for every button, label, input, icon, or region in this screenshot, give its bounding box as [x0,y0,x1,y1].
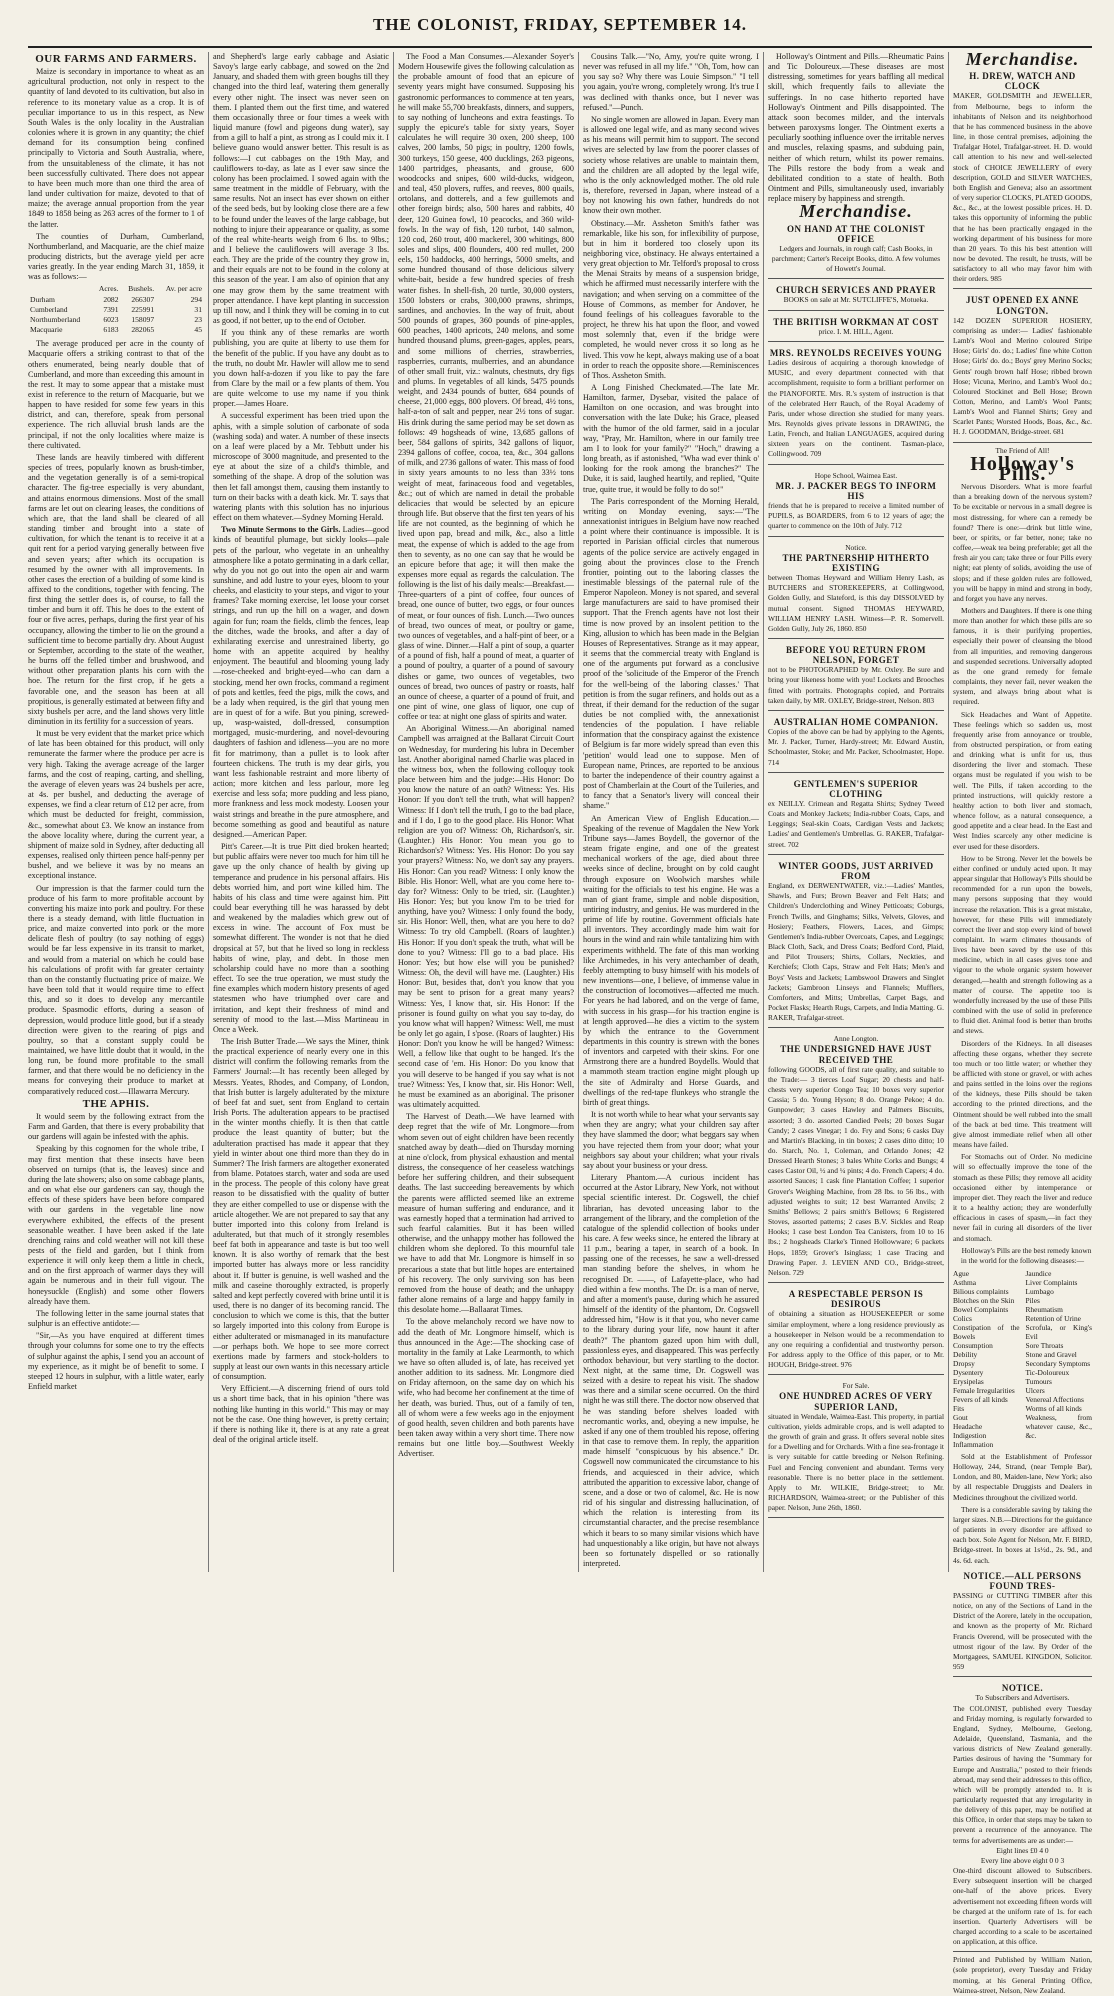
ad-partnership-notice [768,540,944,639]
farms-paragraph-5: It must be very evident that the market price which of late has been obtained for this product, will only remunerate the farmer where the produce per acre is very high. Taking the average acreage of the larger farms, and the cost of reaping, carting, and shelling, the average of eleven years was 24 bushels per acre, at 4s. per bushel, and deducting the average of expenses, we find a clear return of £12 per acre, from which must be deducted for freight, commission, &c., somewhat about £3. We know an instance from the above locality where, during the current year, a shipment of maize sold in Sydney, after deducting all expenses, realised only thirteen pence half-penny per bushel, and we believe it was by no means an exceptional instance. [28,729,204,881]
ad-church-services [768,282,944,310]
ad-headline: JUST OPENED EX ANNE LONGTON. [965,295,1080,316]
sermons-title: Two Minute Sermons to the Girls. [221,525,341,535]
friend-of-all-caption: The Friend of All! [995,445,1050,455]
aphis-paragraph-4: "Sir,—As you have enquired at different times through your columns for some one to try the effects of sulphur against the aphis, I send you an account of my experience, as it might be of benefit to some. I steeped 12 hours in sulphur, with a little water, early Enfield market [28,1331,204,1391]
table-row: Northumberland 6023 158097 23 [30,314,202,324]
ad-respectable-person [768,1286,944,1375]
list-item: Tic-Doloureux [1025,1367,1070,1377]
ad-headline: THE PARTNERSHIP HITHERTO EXISTING [782,552,930,573]
ad-headline: NOTICE.—ALL PERSONS FOUND TRES- [963,1570,1082,1591]
column-4 [583,52,759,1572]
ad-body-tail: One-third discount allowed to Subscribers. Every subsequent insertion will be charged one-half of the above prices. Every advertisement not exceeding fifteen words will be charged at the uniform rate of 1s. for each insertion. Quarterly Advertisers will be charged according to a scale to be ascertained on application, at this office. [953,1866,1092,1947]
column-rule [393,52,394,1572]
ad-body: The COLONIST, published every Tuesday and Friday morning, is regularly forwarded to England, Sydney, Melbourne, Geelong, Adelaide, Queensland, Tasmania, and the various districts of New Zealand generally. Parties desirous of having the "Summary for Europe and Australia," posted to their friends abroad, may send their addresses to this office, which will be promptly attended to. It is particularly requested that any irregularity in the delivery of this paper, may be notified at this Office, in order that steps may be taken to prevent a recurrence of the annoyance. The terms for advertisements are as under:— [953,1703,1092,1845]
table-row: Cumberland 7391 225991 31 [30,304,202,314]
ad-winter-goods [768,858,944,1029]
aphis-letter-continued: and Shepherd's large early cabbage and Asiatic Savoy's large early cabbage, and sowed on the 2nd January, and shaded them with green boughs till they changed into the third leaf, watering them generally every other night. The insect was never seen on them. I planted them out the first time, and watered them occasionally three or four times a week with liquid manure (fowl and pigeons dung water), say from a gill to half a pint, as strong as I could mix it. I believe guano would answer better. This result is as follows:—I cut cabbages on the 19th May, and cauliflowers to-day, as late as I ever saw since the colony has been proclaimed. I sowed again with the same treatment in the middle of February, with the same results. Not an insect has ever shown on either of the seed beds, but by looking close there are a few to be found under the leaves of the large cabbage, but nothing to injure their appearance or quality, as some of the real white-hearts weigh from 6 lbs. to 9lbs.; and I believe the cauliflowers will average 3 lbs. each. They are the pride of the country they grow in, and their equals are not to be found in the colony at this season of the year. I am also of opinion that any one may grow them by the same treatment with proper attendance. I have kept planting in succession up till now, and I think they will be coming in to cut as good, if not better, up to the end of October. [213,52,389,326]
farms-paragraph-4: These lands are heavily timbered with different species of trees, popularly known as brush-timber, and the vegetation generally is of a semi-tropical character. The fig-tree especially is very abundant, and attains enormous dimensions. Most of the small farms are let out on clearing leases, the conditions of which are, that the land shall be cleared of all standing timber and brought into a state of cultivation, for which the tenant is to receive it at a quit rent for a period varying generally between five and seven years; after which its occupation is resumed by the owner with all improvements. In other cases the erection of a building of some kind is affixed to the conditions, together with fencing. The first thing the settler does is, of course, to fall the timber and burn it off. This he does to the extent of four or five acres, perhaps, during the first year of his occupancy, allowing the timber to lie on the ground a sufficient time to become partially dry. About August or September, according to the state of the weather, he burns off the felled timber and brushwood, and without other preparation plants his corn with the hoe. The return for the first crop, if he gets a favorable one, and the season has been at all propitious, is generally estimated at between fifty and sixty bushels per acre, and the land shows very little diminution in its fertility for a succession of years. [28,452,204,726]
ad-trespass-notice [953,1568,1092,1678]
cousins-talk-paragraph: Cousins Talk.—"No, Amy, you're quite wrong. I never was refused in all my life." "Oh, Tom, how can you say so? Why there was Louie Simpson." "I tell you again, you're wrong, completely wrong. It's true I was declined with thanks once, but I never was refused."—Punch. [583,52,759,112]
list-item: Inflammation [953,1439,994,1449]
list-item: Female Irregularities [953,1385,1015,1395]
ad-headline: MR. J. PACKER BEGS TO INFORM HIS [775,480,937,501]
column-1 [28,52,204,1572]
ad-hope-school [768,468,944,537]
ad-body: Ladies desirous of acquiring a thorough knowledge of MUSIC, and every department connected with that accomplishment, requisite to form a brilliant performer on the PIANOFORTE. Mrs. R.'s system of instruction is that of the celebrated Herr Rauch, of the Royal Academy of Paris, under whose direction she studied for many years. Mrs. Reynolds gives private lessons in DRAWING, the Latin, French, and Italian LANGUAGES, acquired during sixteen years on the continent. Tasman-place, Collingwood. 709 [768,358,944,459]
ad-caption: For Sale. [842,1381,870,1391]
list-item: Lumbago [1025,1286,1054,1296]
list-item: Worms of all kinds [1025,1403,1082,1413]
ad-body: Ledgers and Journals, in rough calf; Cash Books, in parchment; Carter's Receipt Books, ditto. A few volumes of Howett's Journal. [771,243,941,274]
irish-butter-paragraph: The Irish Butter Trade.—We says the Miner, think the practical experience of nearly every one in this district will confirm the following remarks from the Farmers' Journal:—It has recently been alleged by Messrs. Yeates, Rhodes, and Company, of London, that Irish butter is largely adulterated by the mixture of beef fat and suet, sent from England to certain Irish Ports. The adulteration appears to be practised in the winter months chiefly. It is then that cattle produce the least quantity of butter; but the adulteration practised has made it appear that they yield in winter about one third more than they do in Summer? The Irish farmers are altogether exonerated from blame. Potatoes starch, water and soda are used in the process. The people of this colony have great reason to be dissatisfied with the quality of butter they are either compelled to use or dispense with the article altogether. We are not prepared to say that any butter imported into this colony from Ireland is adulterated, but that much of it strongly resembles beef fat both in appearance and taste is but too well known. It is also worthy of remark that the best imported butter has always more or less rancidity about it. If butter is genuine, is well washed and the milk and caseine thoroughly extracted, is properly salted and kept perfectly covered with brine until it is used, there is no danger of its becoming rancid. The conclusion to which we come is this, that the butter so largely imported into this colony from Europe is either adulterated or mismanaged in its manufacture—or perhaps both. We hope to see more correct exertions made by farmers and stock-holders to supply at least our own wants in this necessary article of consumption. [213,1037,389,1382]
list-item: Indigestion [953,1430,987,1440]
column-2 [213,52,389,1572]
checkmated-paragraph: A Long Finished Checkmated.—The late Mr. Hamilton, farmer, Dysebar, visited the palace of Hamilton on one occasion, and was brought into conversation with the late Duke; his Grace, pleased with the humor of the old farmer, said in a jocular way, "Pray, Mr. Hamilton, where in our family tree am I to look for your family?" "Hoch," drawing a long breath, as if astonished, "Wha wad ever think o' looking for the rook among the branches?" The Duke, it is said, laughed heartily, and replied, "Quite true, quite true, it would be folly to do so!" [583,383,759,494]
aphis-paragraph-3: The following letter in the same journal states that sulphur is an effective antidote:— [28,1308,204,1329]
farms-paragraph-1: Maize is secondary in importance to wheat as an agricultural production, not only in respect to the quantity of land devoted to its cultivation, but also in reference to its monetary value as a crop. It is of peculiar importance to us in this respect, as New South Wales is the only locality in the Australian colonies where it is grown in any quantity; the chief demand for its consumption being confined principally to Victoria and South Australia, where, from the unsuitableness of the climate, it has not been successfully cultivated. There does not appear to have been much more than one third the area of land under cultivation for maize, devoted to that of maize; the average annual proportion from the year 1849 to 1858 being as 263 acres of the former to 1 of the latter. [28,67,204,229]
list-item: Bowel Complaints [953,1304,1009,1314]
list-item: Piles [1025,1295,1040,1305]
ad-british-workman [768,314,944,342]
ad-subscribers-notice [953,1680,1092,1952]
ad-headline: ONE HUNDRED ACRES OF VERY SUPERIOR LAND, [779,1391,933,1412]
columns [28,49,1093,1995]
list-item: Ague [953,1268,970,1278]
list-item: Constipation of the Bowels [953,1322,1020,1341]
ad-headline: A RESPECTABLE PERSON IS DESIROUS [788,1289,924,1310]
column-rule [208,52,209,1572]
ad-body: not to be PHOTOGRAPHED by Mr. Oxley. Be sure and bring your likeness home with you! Lockets and Brooches fitted with portraits. Photographs copied, and Portraits taken daily, by MR. OXLEY, Bridge-street, Nelson. 803 [768,665,944,705]
ad-headline: THE BRITISH WORKMAN AT COST [773,316,939,327]
farms-paragraph-2: The counties of Durham, Cumberland, Northumberland, and Macquarie, are the chief maize producing districts, but the average yield per acre varies greatly. In the year ending March 31, 1859, it was as follows:— [28,231,204,282]
ad-headline: ON HAND AT THE COLONIST OFFICE [786,223,926,244]
list-item: Consumption [953,1340,993,1350]
disease-list [953,1269,1092,1449]
ad-body: BOOKS on sale at Mr. SUTCLIFFE'S, Motueka. [783,295,929,305]
ad-body: Copies of the above can be had by applying to the Agents, Mr. J. Packer, Turner, Hardy-street; Mr. Edward Austin, Schoolmaster, Stoke; and Mr. Packer, Schoolmaster, Hope. 714 [768,727,944,767]
ad-colonist-office [768,221,944,280]
ad-body: PASSING or CUTTING TIMBER after this notice, on any of the Sections of Land in the District of the Aorere, lately in the occupation, and known as the property of Mr. Richard Francis Overend, will be prosecuted with the utmost rigour of the law. By Order of the Mortgagees, SAMUEL KINGDON, Solicitor. 959 [953,1591,1092,1672]
aphis-paragraph-1: It would seem by the following extract from the Farm and Garden, that there is every probability that our gardens will again be infested with the aphis. [28,1111,204,1142]
holloway-how-to-be-strong: How to be Strong. Never let the bowels be either confined or unduly acted upon. It may appear singular that Holloway's Pills should be recommended for a run upon the bowels, many persons supposing that they would increase the relaxation. This is a great mistake, however, for these Pills will immediately correct the liver and stop every kind of bowel complaint. In warm climates thousands of lives have been saved by the use of this medicine, which in all cases gives tone and vigour to the whole organic system however deranged,—health and strength following as a matter of course. The appetite too is wonderfully increased by the use of these Pills combined with the use of solid in preference to fluid diet. Animal food is better than broths and stews. [953,853,1092,1036]
maize-table [28,284,204,335]
ad-body: following GOODS, all of first rate quality, and suitable to the Trade:— 3 tierces Loaf Sugar; 20 chests and half-chests very superior Congo Tea; 10 boxes very superior Cassia; 5 do. Young Hyson; 8 do. Orange Pekoe; 4 do. Gunpowder; 3 cases Hawley and Palmers Biscuits, assorted; 3 do. assorted Candied Peels; 20 boxes Sugar Candy; 2 cases Vinegar; 1 do. Fry and Sons; 6 casks Day and Martin's Blacking, in tin boxes; 2 cases ditto ditto; 10 do. Starch, No. 1, Coleman, and Orlando Jones; 42 Dressed Hearth Stones; 3 bales White Corks and Bungs; 4 cases Castor Oil, ½ and ¼ pints; 4 do. French Capers; 4 do. assorted Sauces; 1 cask fine Plantation Coffee; 1 superior Grover's Weighing Machine, from 28 lbs. to 56 lbs., with adjusted weights to suit; 12 best Warranted Anvils; 2 Smiths' Bellows; 2 pairs smith's Bellows; 6 Registered Stoves, assorted patterns; 2 cases B.V. Sickles and Reap Hooks; 1 case best London Tea Canisters, from 10 to 16 lbs.; 2 hogsheads Clarke's Tinned Hollowware; 6 packets Hops, 1859; Grover's Isinglass; 1 case Tracing and Drawing Paper. J. LEVIEN AND CO., Bridge-street, Nelson. 729 [768,1064,944,1277]
ad-headline: NOTICE. [1001,1683,1044,1694]
list-item: Headache [953,1421,983,1431]
ad-body: MAKER, GOLDSMITH and JEWELLER, from Melbourne, begs to inform the inhabitants of Nelson and its neighborhood that he has commenced business in the above line, in those central premises, adjoining the Trafalgar Hotel, Trafalgar-street. H. D. would call attention to his new and well-selected stock of CHOICE JEWELLERY of every description, GOLD and SILVER WATCHES, both English and Geneva; also an assortment of very superior CLOCKS, PLATED GOODS, &c., &c., at the lowest possible prices. H. D. takes this opportunity of informing the public that he has been practically engaged in the working department of his business for more than 20 years. To this his best attention will now be devoted. The result, he trusts, will be satisfactory to all who may favor him with their orders. 985 [953,91,1092,284]
list-item: Rheumatism [1025,1304,1063,1314]
column-rule [948,52,949,1572]
ad-headline: GENTLEMEN'S SUPERIOR CLOTHING [793,778,919,799]
ad-headline: AUSTRALIAN HOME COMPANION. [773,716,939,727]
list-item: Asthma [953,1277,976,1287]
ad-home-companion [768,714,944,773]
ad-headline: H. DREW, WATCH AND CLOCK [969,71,1076,92]
list-item: Jaundice [1025,1268,1052,1278]
ad-anne-longton-goods [768,1031,944,1283]
column-3 [398,52,574,1572]
holloway-diseases-intro: Holloway's Pills are the best remedy known in the world for the following diseases:— [960,1245,1092,1265]
ad-headline: MRS. REYNOLDS RECEIVES YOUNG [769,347,943,358]
holloway-sizes-note: There is a considerable saving by taking the larger sizes. N.B.—Directions for the guidance of patients in every disorder are affixed to each box. Sole Agent for Nelson, Mr. F. BIRD, Bridge-street. In boxes at 1s½d., 2s. 9d., and 4s. 6d. each. [953,1504,1093,1565]
paris-correspondent-paragraph: The Paris correspondent of the Morning Herald, writing on Monday evening, says:—"The annexationist intrigues in Belgium have now reached a point where their continuance is impossible. It is reported in Parisian official circles that numerous agents of the police service are actively engaged in going about the provinces close to the French frontier, pointing out to the laboring classes the inestimable blessings of the paternal rule of the Emperor Napoleon. Money is not spared, and several large manufacturers are said to have promised their support. That the French agents have not lost their time is now proved by an insolent petition to the King, allusion to which has been made in the Belgian Houses of Representatives. Strange as it may appear, it seems that the commercial treaty with England is one of the arguments put forward as a conclusive proof of the 'solicitude of the Emperor of the French for the well-being of the laboring classes.' That petition is from the sugar refiners, and holds out as a threat, if their demand for the reduction of the sugar duties be not complied with, the annexationist tendencies of the population. I have reliable information that the conspiracy against the existence of Belgium is far more widely spread than even this 'petition' would lead one to suppose. Men of European name, Princes, are reported to be anxious to barter the independence of their country against a post of Chamberlain at the Court of the Tuileries, and to fancy that a Senator's livery will conceal their shame." [583,496,759,811]
list-item: Dysentery [953,1367,984,1377]
merchandise-heading: Merchandise. [965,49,1080,69]
list-item: Tumours [1025,1376,1052,1386]
longmore-paragraph: To the above melancholy record we have now to add the death of Mr. Longmore himself, which is thus announced in the Age:—The shocking case of mortality in the family at Lake Learmonth, to which we have so often alluded is, of late, has received yet another addition to its sadness. Mr. Longmore died on Friday afternoon, on the same day on which his wife, who had become her confinement at the time of her death, was buried. Thus, out of a family of ten, all of whom were a few weeks ago in the enjoyment of good health, seven children and both parents have been taken away within a very short time. There now remains but one little boy.—Southwest Weekly Advertiser. [398,1317,574,1459]
list-item: Blotches on the Skin [953,1295,1015,1305]
farms-heading: OUR FARMS AND FARMERS. [35,53,197,65]
sermons-paragraph [213,525,389,840]
list-item: Liver Complaints [1025,1277,1078,1287]
aphis-letter-closing: If you think any of these remarks are worth publishing, you are quite at liberty to use them for the benefit of the public. If you have any doubt as to the truth, no doubt Mr. Hawler will allow me to send you down half-a-dozen if you like to pay the fare from Clare by the mail or a few plants of them. You are quite welcome to use my name if you think proper.—James Hoare. [213,328,389,409]
holloway-stomachs: For Stomachs out of Order. No medicine will so effectually improve the tone of the stomach as these Pills; they remove all acidity occasioned either by intemperance or improper diet. They reach the liver and reduce it to a healthy action; they are wonderfully efficacious in cases of spasm,—in fact they never fail in curing all disorders of the liver and stomach. [953,1152,1092,1243]
list-item: Secondary Symptoms [1025,1358,1091,1368]
food-consumed-paragraph: The Food a Man Consumes.—Alexander Soyer's Modern Housewife gives the following calculation as the probable amount of food that an epicure of seventy years might have consumed. Supposing his gastronomic performances to commence at ten years, he will make 55,700 breakfasts, dinners, and suppers, to say nothing of luncheons and extra feastings. To supply the epicure's table for sixty years, Soyer calculates he will require 30 oxen, 200 sheep, 100 calves, 200 lambs, 50 pigs; in poultry, 1200 fowls, 300 turkeys, 150 geese, 400 ducklings, 263 pigeons, 1400 partridges, pheasants, and grouse, 600 woodcocks and snipes, 600 wild-ducks, widgeon, and teal, 450 plovers, ruffes, and reeves, 800 quails, ortolans, and dotterels, and a few guillemots and other foreign birds; also, 500 hares and rabbits, 40 deer, 120 Guinea fowl, 10 peacocks, and 360 wild-fowls. In the way of fish, 120 turbot, 140 salmon, 120 cod, 260 trout, 400 mackerel, 300 whitings, 800 soles and slips, 400 flounders, 400 red mullet, 200 eels, 150 haddocks, 400 herrings, 5000 smelts, and some hundred thousand of those delicious silvery white-bait, beside a few hundred species of fresh water fishes. In shell-fish, 20 turtle, 30,000 oysters, 1500 lobsters or crabs, 300,000 prawns, shrimps, sardines, and anchovies. In the way of fruit, about 500 pounds of grapes, 360 pounds of pine-apples, 600 peaches, 1400 apricots, 240 melons, and some hundred thousand plums, green-gages, apples, pears, and some millions of cherries, strawberries, raspberries, currants, mulberries, and an abundance of other small fruit, viz.: walnuts, chestnuts, dry figs and plums. In vegetables of all kinds, 5475 pounds weight, and 2434 pounds of butter, 684 pounds of cheese, 21,000 eggs, 800 plovers. Of bread, 4½ tons, half-a-ton of salt and pepper, near 2½ tons of sugar. His drink during the same period may be set down as follows: 49 hogsheads of wine, 13,685 gallons of beer, 584 gallons of spirits, 342 gallons of liquor, 2394 gallons of coffee, cocoa, tea, &c., 304 gallons of milk, and 2736 gallons of water. This mass of food in sixty years amounts to no less than 33½ tons weight of meat, farinaceous food and vegetables, &c.; out of which are named in detail the probable delicacies that would be selected by an epicure through life. But observe that the first ten years of his life are not counted, as the beginning of which he lived upon pap, bread and milk, &c., also a little meat, the expense of which is added to the age from then to seventy, as no one can say that he would be an epicure before that age; it will then make the expenses more equal as regards the calculation. The following is the list of his daily meals:—Breakfast.—Three-quarters of a pint of coffee, four ounces of bread, one ounce of butter, two eggs, or four ounces of meat, or four ounces of fish. Lunch.—Two ounces of bread, two ounces of meat, or poultry or game, two ounces of vegetables, and a half-pint of beer, or a glass of wine. Dinner.—Half a pint of soup, a quarter of a pound of fish, half a pound of meat, a quarter of a pound of poultry, a quarter of a pound of savoury dishes or game, two ounces of vegetables, two ounces of bread, two ounces of pastry or roasts, half an ounce of cheese, a quarter of a pound of fruit, and one pint of wine, one glass of liquor, one cup of coffee or tea: at night one glass of spirits and water. [398,52,574,722]
literary-phantom-paragraph: Literary Phantom.—A curious incident has occurred at the Astor Library, New York, not without special scientific interest. Dr. Cogswell, the chief librarian, has devoted unceasing labor to the arrangement of the library, and the completion of the catalogue of the splendid collection of books under his care. A few weeks since, he entered the library at 11 p.m., bearing a taper, in search of a book. In passing one of the recesses, he saw a well-dressed man standing before the shelves, in whom he recognised Dr. ——, of Lafayette-place, who had died within a few months. The Dr. is a man of nerve, and after a moment's pause, during which he assured himself of the identity of the phantom, Dr. Cogswell addressed him, "How is it that you, who never came to the library during your life, now haunt it after death?" The phantom gazed upon him with dull, passionless eyes, and disappeared. This was perfectly orthodox behaviour, but very startling to the doctor. Next night, at the same time, Dr. Cogswell was seized with a desire to repeat his visit. The shadow was there and a similar scene occurred. On the third night he was still there. The doctor now observed that he was standing before shelves loaded with necromantic works, and, obeying a new impulse, he asked if any one of them troubled his repose, offering in that case to remove them. In reply, the apparition made himself "conspicuous by his absence." Dr. Cogswell now communicated the circumstance to his friends, and acquiesced in their advice, which attributed the apparition to excessive labor, change of scene, and a dose or two of calomel, &c. He is now rid of his singular and distressing hallucination, of which the relation is interesting from its circumstantial character, and the precise resemblance which it bears to so many similar visions which have had unquestionably a like origin, but have not always been so fortunately dispelled or so rationally interpreted. [583,1173,759,1568]
table-row: Macquarie 6183 282065 45 [30,325,202,335]
list-item: Venereal Affections [1025,1394,1084,1404]
list-item: Fevers of all kinds [953,1394,1008,1404]
column-5 [768,52,944,1572]
rate-line: Every line above eight 0 0 3 [980,1855,1065,1865]
rate-line: Eight lines £0 4 0 [996,1845,1049,1855]
column-rule [763,52,764,1572]
ad-body: England, ex DERWENTWATER, viz.:—Ladies' Mantles, Shawls, and Furs; Brown Beaver and Felt Hats; and Children's Underclothing and Winey Petticoats; Coburgs, French Twills, and Ginghams; Silks, Velvets, Gloves, and Hosiery; Feathers, Flowers, Laces, and Gimps; Gentlemen's India-rubber Overcoats, Capes, and Leggings; Black Cloth, Sack, and Dress Coats; Bedford Cord, Plaid, and Pilot Trousers; Shirts, Collars, Neckties, and Kerchiefs; Cloth Caps, Straw and Felt Hats; Men's and Boys' Vests and Jackets; Lambswool Drawers and Singlet Jackets; Gambroon Linseys and Flannels; Mufflers, Comforters, and Mitts; Umbrellas, Carpet Bags, and Pocket Flasks; Hearth Rugs, Carpets, and India Matting. G. RAKER, Trafalgar-street. [768,881,944,1023]
aboriginal-witness-paragraph: An Aboriginal Witness.—An aboriginal named Campbell was arraigned at the Ballarat Circuit Court on Wednesday, for murdering his lubra in December last. Another aboriginal named Charlie was placed in the witness box, when the following colloquy took place between him and the judge:—His Honor: Do you know the nature of an oath? Witness: Yes. His Honor: If you don't tell the truth, what will happen? Witness: If I don't tell the truth, I go to the bad place, and if I do, I go to the good place. His Honor: What religion are you of? Witness: Oh, Richardson's, sir. (Laughter.) His Honor: You mean you go to Richardson's? Witness: Yes. His Honor: Do you say your prayers? Witness: No, we don't say any prayers. His Honor: Can you read? Witness: I only know the Bible. His Honor: Well, what are you come here to-day for? Witness: Only to be tried, sir. (Laughter.) His Honor: Yes; but you know I'm to be tried for anything, have you? Witness: I only found the body, sir. His Honor: Well, then, what are you here to do? Witness: To try old Campbell. (Roars of laughter.) His Honor: If you don't speak the truth, what will be done to you? Witness: I'll go to a bad place. His Honor: Yes; but how else will you be punished? Witness: Oh, the devil will have me. (Laughter.) His Honor: But, besides that, don't you know that you may be sent to prison for a great many years? Witness: Yes, I know that, sir. His Honor: If the prisoner is found guilty on what you say to-day, do you know what will happen? Witness: Well, me must be only let go again, I s'pose. (Roars of laughter.) His Honor: Don't you know he will be hanged? Witness: Well, a fellow like that ought to be hanged. It's the second case of 'em. His Honor: Do you know that you will deserve to be hanged if you say what is not true? Witness: Yes, I know that, sir. His Honor: Well, he must be examined as an aboriginal. The prisoner was ultimately acquitted. [398,724,574,1110]
ad-subheading: To Subscribers and Advertisers. [975,1693,1070,1703]
ad-drew-watchmaker [953,68,1092,289]
ad-headline: BEFORE YOU RETURN FROM NELSON, FORGET [786,644,926,666]
ad-body: situated in Wendale, Waimea-East. This property, in partial cultivation, yields admirable crops, and is well adapted to the growth of grain and grass. It offers several noble sites for a Dwelling and for Orchards. With a fine sea-frontage it is very suitable for cattle breeding or Nelson Refining. Fuel and Fencing convenient and abundant. Terms very reasonable. There is no better place in the settlement. Apply to Mr. WILKIE, Bridge-street; to Mr. RICHARDSON, Waimea-street; or the Publisher of this paper. Nelson, June 26th, 1860. [768,1411,944,1513]
very-efficient-paragraph: Very Efficient.—A discerning friend of ours told us a short time back, that in his opinion "there was nothing like hunting in this world." This may or may not be the case. One thing however, is pretty certain; if there is nothing like it, there is at any rate a great deal of the original article itself. [213,1384,389,1445]
ad-land-for-sale [768,1378,944,1518]
ad-body: of obtaining a situation as HOUSEKEEPER or some similar employment, where a long residence previously as a housekeeper in Nelson would be a recommendation to any one requiring a confidential and trustworthy person. For address apply to the Office of this paper, or to Mr. HOUGH, Bridge-street. 976 [768,1309,944,1370]
ad-headline: CHURCH SERVICES AND PRAYER [775,285,937,296]
ad-gentlemens-clothing [768,776,944,855]
list-item: Dropsy [953,1358,975,1368]
list-item: Stone and Gravel [1025,1349,1077,1359]
list-item: Weakness, from whatever cause, &c., &c. [1025,1412,1092,1440]
list-item: Debility [953,1349,978,1359]
ad-photographs [768,642,944,711]
farms-paragraph-6: Our impression is that the farmer could turn the produce of his farm to more profitable account by converting his maize into pork and poultry. For these there is a steady demand, with little fluctuation in price, and maize converted into pork or the more delicate flesh of poultry (to say nothing of eggs) would be far less expensive in its transit to market, and would from a material on which he could base his calculations of profit with far greater certainty than on the constantly fluctuating price of maize. We have been told that it would require time to effect this, and so it does to develop any mercantile produce. Spasmodic efforts, during a season of depression, would produce little good, but if a steady direction were given to the rearing of pigs and poultry, so that a constant supply could be maintained, we have little doubt that it would, in the long run, be found more profitable to the small farmer, and that there would be no deficiency in the means for conveying their produce to market at comparatively reduced cost.—Illawarra Mercury. [28,883,204,1096]
holloways-pills-heading: Holloway's Pills. [970,452,1075,485]
column-rule [578,52,579,1572]
obstinacy-paragraph: Obstinacy.—Mr. Assheton Smith's father was remarkable, like his son, for inflexibility of purpose, but in him it bordered too closely upon its neighboring vice, obstinacy. He always entertained a very great objection to Mr. Telford's proposal to cross the Menai Straits by means of a suspension bridge, which he affirmed must necessarily interfere with the navigation; and when serving on a committee of the House of Commons, as member for Andover, he found feelings of his colleagues favorable to the project, he threw his hat upon the floor, and vowed most solemnly that, even if the bridge were completed, he would never cross it so long as he lived. This vow he kept, always making use of a boat in order to reach the opposite shore.—Reminiscences of Thos. Assheton Smith. [583,218,759,380]
masthead [28,6,1092,48]
ad-body: ex NEILLY. Crimean and Regatta Shirts; Sydney Tweed Coats and Monkey Jackets; India-rubber Coats, Caps, and Leggings; Seal-skin Coats, Cardigan Vests and Jackets; Ladies' and Gentlemen's Umbrellas. G. RAKER, Trafalgar-street. 702 [768,799,944,849]
ad-just-opened-hosiery [953,292,1092,442]
column-6 [953,49,1093,1995]
merchandise-heading: Merchandise. [799,201,913,222]
ad-caption: Notice. [845,542,867,552]
list-item: Sore Throats [1025,1340,1064,1350]
ad-caption: Anne Longton. [833,1034,879,1044]
masthead-title: THE COLONIST, FRIDAY, SEPTEMBER 14. [373,15,747,34]
american-view-paragraph: An American View of English Education.—Speaking of the revenue of Magdalen the New York Tribune says—James Boydell, the governor of the steam frigate engine, and one of the greatest mechanical workers of the age, died about three weeks since of decline, brought on by cold caught through exposure on Woolwich marshes while waiting for the officials to test his engine. He was a man of giant frame, simple and noble disposition, untiring industry, and genius. He was murdered in the prime of life by routine. Government officials hate all inventors. They accordingly made him wait for hours in the wind and rain while tantalizing him with experiments withheld. The fate of this man working like Archimedes, in his very antechamber of death, feebly attempting to busy himself with his models of new inventions—one, I believe, of immense value in the construction of locomotives—affected me much. For years he had labored, and on the verge of fame, with success in his grasp—for his traction engine is at length approved—he dies a victim to the system by which the entrance to the Government departments in this country is strewn with the bones of inventors and carpeted with their skins. For one Armstrong there are a hundred Boydells. Would that a mammoth steam traction engine might plough up the site of Admiralty and Horse Guards, and dwellings of the red-tape flunkeys who strangle the birth of great things. [583,813,759,1107]
ad-body: price. I. M. HILL, Agent. [818,326,894,336]
table-row: Durham 2082 266307 294 [30,294,202,304]
list-item: Retention of Urine [1025,1313,1081,1323]
ad-headline: THE UNDERSIGNED HAVE JUST RECEIVED THE [780,1044,932,1065]
holloway-ointment-paragraph: Holloway's Ointment and Pills.—Rheumatic Pains and Tic Doloureux.—These diseases are most distressing, sometimes for years baffling all medical skill, which frequently fails to alleviate the sufferings. In no case hitherto reported have Holloway's Ointment and Pills disappointed. The attack soon becomes milder, and the intervals between paroxysms longer. The Ointment exerts a peculiarly soothing influence over the irritable nerves and muscles, relaxing spasms, and subduing pain, neither of which return, whilst its power remains. The Pills restore the body from a weak and debilitated condition to a state of health. Both Ointment and Pills, simultaneously used, invariably replace misery by happiness and strength. [768,52,944,204]
ad-caption: Hope School, Waimea East. [814,470,898,480]
maize-table-header: Acres. Bushels. Av. per acre [98,284,202,294]
japan-paragraph: No single women are allowed in Japan. Every man is allowed one legal wife, and as many second wives as his means will permit him to support. The second wives are selected by law from the poorer classes of society whose relatives are unable to maintain them, and the children are all adopted by the legal wife, who is the only acknowledged mother. The old rule is, therefore, reversed in Japan, where instead of a boy not knowing his own father, hundreds do not know their own mother. [583,114,759,216]
pitts-career-paragraph: Pitt's Career.—It is true Pitt died broken hearted; but public affairs were never too much for him till he gave up the only chance of health by giving up temperance and prudence in his personal affairs. His debts worried him, and port wine killed him. The habits of his class and time were against him. Pitt could bear everything till he was harassed by debt and weakened by the maladies which grew out of excess in wine. The account of Fox must be somewhat different. The wonder is not that he died dropsical at 57, but that he lived so long in reckless habits of wine, play, and debt. In those men scholarship could have no more than a soothing effect. To see the true operation, we must study the fine examples which modern history presents of aged statesmen who have triumphed over care and irritation, and kept their freshness of mind and serenity of mood to the last.—Miss Martineau in Once a Week. [213,842,389,1034]
farms-paragraph-3: The average produced per acre in the county of Macquarie offers a striking contrast to that of the others enumerated, being nearly double that of Cumberland, and more than exceeding this amount in the rest. It may to some appear that a mistake must exist in reference to the return of Macquarie, but we happen to have resided for some few years in this district, and can, therefore, speak from personal experience. The rich alluvial brush lands are the principal, if not the only localities where maize is there cultivated. [28,339,204,450]
list-item: Gout [953,1412,968,1422]
list-item: Fits [953,1403,965,1413]
servants-paragraph: It is not worth while to hear what your servants say when they are angry; what your children say after they have slammed the door; what beggars say when you have rejected them from your door; what your neighbors say about your children; what your rivals say about your business or your dress. [583,1110,759,1170]
ad-body: between Thomas Heyward and William Henry Lash, as BUTCHERS and STOREKEEPERS, at Collingwood, Golden Gully, and Slateford, is this day DISSOLVED by mutual consent. Signed THOMAS HEYWARD, WILLIAM HENRY LASH. Witness—P. R. Somervell. Golden Gully, July 26, 1860. 850 [768,573,944,633]
harvest-of-death-paragraph: The Harvest of Death.—We have learned with deep regret that the wife of Mr. Longmore—from whom seven out of eight children have been recently snatched away by death—died on Thursday morning at nine o'clock, from physical exhaustion and mental distress, the consequence of her ceaseless watchings before her suffering children, and their subsequent deaths. The last succeeding bereavements by which the parents were afflicted seemed like an extreme measure of human suffering and endurance, and it was earnestly hoped that a termination had arrived to such fearful calamities. But it has been willed otherwise, and the unhappy mother has followed the children whom she deplored. To this mournful tale we have to add that Mr. Longmore is himself in so precarious a state that but little hopes are entertained of his recovery. The only surviving son has been removed from the house of death; and the unhappy father alone remains of a large and happy family in this desolate home.—Ballaarat Times. [398,1112,574,1315]
aphis-paragraph-2: Speaking by this cognomen for the whole tribe, I may first mention that these insects have been observed on turnips (that is, the leaves) since and during the late showers; also on some cabbage plants, and on what else our gardeners can say, though the effects of these spiders have been before compared with our gardens in the vegetable line now everywhere exhibited, the effects of the present seasonable weather. I have been asked if the late drenching rains and cold weather will not kill these pests of the field and garden, but I think from experience it will only keep them a little in check, and on the first approach of warmer days they will again be numerous and in their full vigour. The honeysuckle (English) and some other flowers already have them. [28,1144,204,1306]
holloway-kidneys: Disorders of the Kidneys. In all diseases affecting these organs, whether they secrete too much or too little water; or whether they be afflicted with stone or gravel, or with aches and pains settled in the loins over the regions of the kidneys, these Pills should be taken according to the printed directions, and the Ointment should be well rubbed into the small of the back at bed time. This treatment will give almost immediate relief when all other means have failed. [953,1038,1092,1150]
holloway-sold-at: Sold at the Establishment of Professor Holloway, 244, Strand, (near Temple Bar), London, and 80, Maiden-lane, New York; also by all respectable Druggists and Dealers in Medicines throughout the civilized world. [953,1451,1092,1502]
holloway-nervous-disorders: Nervous Disorders. What is more fearful than a breaking down of the nervous system? To be excitable or nervous in a small degree is most distressing, for where can a remedy be found? There is one:—drink but little wine, beer, or spirits, or far better, none; take no coffee,—weak tea being preferable; get all the fresh air you can; take three or four Pills every night; eat plenty of solids, avoiding the use of slops; and if these golden rules are followed, you will be happy in mind and strong in body, and forget you have any nerves. [953,482,1092,603]
aphis-heading: THE APHIS. [82,1097,150,1110]
ad-body: friends that he is prepared to receive a limited number of PUPILS, as BOARDERS, from 6 to 12 years of age; the quarter to commence on the 10th of July. 712 [768,501,944,531]
list-item: Scrofula, or King's Evil [1025,1322,1092,1341]
holloway-sick-headaches: Sick Headaches and Want of Appetite. These feelings which so sadden us, most frequently arise from annoyance or trouble, from obstructed perspiration, or from eating and drinking what is unfit for us, thus disordering the liver and stomach. These organs must be regulated if you wish to be well. The Pills, if taken according to the printed instructions, will quickly restore a healthy action to both liver and stomach, whence follow, as a natural consequence, a good appetite and a clear head. In the East and West Indies scarcely any other medicine is ever used for these disorders. [953,709,1092,851]
ad-headline: WINTER GOODS, JUST ARRIVED FROM [778,860,934,881]
list-item: Colics [953,1313,972,1323]
holloway-mothers-daughters: Mothers and Daughters. If there is one thing more than another for which these pills are so famous, it is their purifying properties, especially their power of cleansing the blood from all impurities, and removing dangerous and suspended secretions. Universally adopted as the one grand remedy for female complaints, they never fail, never weaken the system, and always bring about what is required. [953,605,1092,707]
aphis-soda-experiment: A successful experiment has been tried upon the aphis, with a simple solution of carbonate of soda (washing soda) and water. A number of these insects on a leaf were placed by a Mr. Tebbutt under his microscope of 3000 magnitude, and presented to the eye at about the size of a child's thimble, and something of the shape. A drop of the solution was then let fall amongst them, causing them instantly to turn on their backs with a death kick. Mr. T. says that watering plants with this solution has no injurious effect on them whatever.—Sydney Morning Herald. [213,411,389,523]
list-item: Ulcers [1025,1385,1045,1395]
sermons-body: Ladies—good kinds of beautiful plumage, but sickly looks—pale pets of the parlour, who vegetate in an unhealthy atmosphere like a potato germinating in a dark cellar, why do you not go out into the open air and warm sunshine, and add lustre to your eyes, bloom to your cheeks, and elasticity to your steps, and vigor to your frames? Take morning exercise, let loose your corset strings, and run up the hill on a wager, and down again for fun; roam the fields, climb the fences, leap the ditches, wade the brooks, and after a day of exhilarating exercise and unrestrained liberty, go home with an appetite acquired by healthy enjoyment. The beautiful and blooming young lady—rose-cheeked and bright-eyed—who can darn a stocking, mend her own frocks, command a regiment of pots and kettles, feed the pigs, milk the cows, and be a lady when required, is the girl that young men are in quest of for a wife. But you pining, screwed-up, wasp-waisted, doll-dressed, consumption mortgaged, music-murdering, and novel-devouring daughters of fashion and idleness—you are no more fit for matrimony, than a pullet is to look after fourteen chickens. The truth is my dear girls, you want less fashionable restraint and more liberty of action; more kitchen and less parlour, more leg exercise and less sofa; more pudding and less piano, more frankness and less mock modesty. Loosen your waist strings and breathe in the pure atmosphere, and become something as good and beautiful as nature designed.—American Paper. [213,525,390,839]
ad-mrs-reynolds [768,345,944,465]
list-item: Erysipelas [953,1376,984,1386]
list-item: Bilious complaints [953,1286,1009,1296]
ad-body: 142 DOZEN SUPERIOR HOSIERY, comprising as under:— Ladies' fashionable Lamb's Wool and Merino coloured Stripe Hose; Girls' do. do.; Ladies' fine white Cotton Hose; Girls' do. do.; Boys' grey Merino Socks; Gents' rough brown half Hose; ribbed brown Hose; Vicuna, Merino, and Lamb's Wool do.; Coloured Stockinet and Bell Hose; Brown Cotton, Merino, and Lamb's Wool Pants; Lamb's Wool and Flannel Shirts; Grey and Scarlet Pants; Worsted Hoods, Boas, &c., &c. H. J. GOODMAN, Bridge-street. 681 [953,315,1092,437]
imprint: Printed and Published by William Nation, (sole proprietor), every Tuesday and Friday morning, at his General Printing Office, Waimea-street, Nelson, New Zealand. [953,1955,1092,1995]
